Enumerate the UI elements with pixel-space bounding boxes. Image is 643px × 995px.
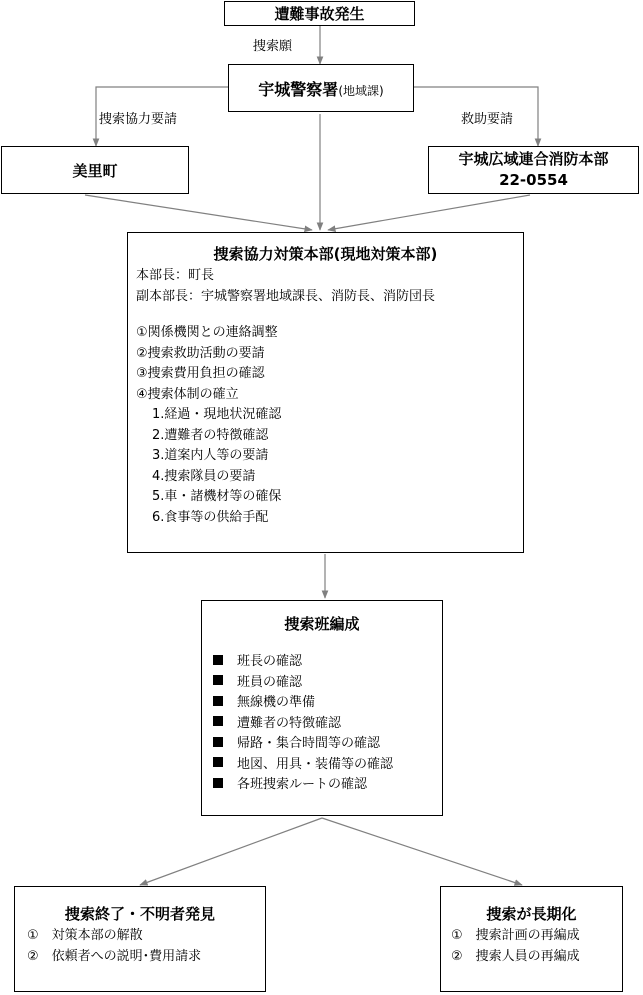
label-request: 捜索願 bbox=[253, 39, 293, 54]
long-item: ② 捜索人員の再編成 bbox=[451, 948, 580, 964]
team-item: 遭難者の特徴確認 bbox=[237, 715, 342, 731]
end-title: 捜索終了・不明者発見 bbox=[64, 905, 215, 923]
town-box bbox=[1, 146, 189, 194]
hq-subitem: 5.車・諸機材等の確保 bbox=[152, 489, 282, 504]
start-title: 遭難事故発生 bbox=[274, 5, 365, 23]
hq-item: ①関係機関との連絡調整 bbox=[136, 325, 278, 340]
team-box bbox=[201, 600, 443, 816]
team-item: 帰路・集合時間等の確認 bbox=[237, 736, 381, 751]
hq-box bbox=[127, 232, 524, 553]
hq-item: ④捜索体制の確立 bbox=[136, 386, 239, 402]
hq-vice: 副本部長：宇城警察署地域課長、消防長、消防団長 bbox=[136, 288, 436, 304]
hq-subitem: 2.遭難者の特徴確認 bbox=[152, 427, 269, 443]
arrow-fire-hq bbox=[328, 195, 530, 230]
end-item: ② 依頼者への説明･費用請求 bbox=[27, 948, 202, 964]
end-box bbox=[14, 886, 266, 992]
hq-chief: 本部長：町長 bbox=[136, 268, 215, 283]
square-bullet-icon bbox=[213, 675, 223, 685]
long-item: ① 捜索計画の再編成 bbox=[451, 928, 580, 943]
hq-subitem: 6.食事等の供給手配 bbox=[152, 509, 269, 525]
fire-name: 宇城広域連合消防本部 bbox=[458, 150, 609, 168]
long-title: 捜索が長期化 bbox=[486, 905, 577, 923]
arrow-town-hq bbox=[85, 195, 312, 230]
end-item: ① 対策本部の解散 bbox=[27, 928, 143, 943]
square-bullet-icon bbox=[213, 757, 223, 767]
team-item: 無線機の準備 bbox=[237, 695, 316, 710]
square-bullet-icon bbox=[213, 716, 223, 726]
police-box bbox=[228, 64, 414, 112]
arrow-team-end bbox=[140, 818, 322, 885]
team-item: 各班捜索ルートの確認 bbox=[237, 777, 368, 792]
fire-phone: 22-0554 bbox=[499, 171, 568, 189]
hq-subitem: 4.捜索隊員の要請 bbox=[152, 468, 256, 484]
team-item: 班長の確認 bbox=[237, 654, 303, 669]
police-title: 宇城警察署 bbox=[258, 79, 339, 99]
square-bullet-icon bbox=[213, 655, 223, 665]
square-bullet-icon bbox=[213, 737, 223, 747]
square-bullet-icon bbox=[213, 696, 223, 706]
team-item: 地図、用具・装備等の確認 bbox=[237, 756, 394, 772]
hq-subitem: 1.経過・現地状況確認 bbox=[152, 407, 282, 422]
police-sub: (地域課) bbox=[338, 83, 384, 98]
fire-box bbox=[428, 146, 639, 194]
team-title: 捜索班編成 bbox=[284, 615, 360, 633]
long-box bbox=[440, 886, 623, 992]
hq-subitem: 3.道案内人等の要請 bbox=[152, 448, 269, 463]
hq-title: 捜索協力対策本部(現地対策本部) bbox=[213, 245, 438, 263]
arrow-team-long bbox=[322, 818, 522, 885]
team-item: 班員の確認 bbox=[237, 674, 303, 690]
town-name: 美里町 bbox=[72, 161, 118, 180]
hq-item: ②捜索救助活動の要請 bbox=[136, 345, 265, 361]
start-box bbox=[224, 1, 415, 26]
label-rescue: 救助要請 bbox=[461, 112, 514, 127]
hq-item: ③捜索費用負担の確認 bbox=[136, 366, 265, 381]
label-coop: 捜索協力要請 bbox=[99, 112, 178, 127]
square-bullet-icon bbox=[213, 778, 223, 788]
